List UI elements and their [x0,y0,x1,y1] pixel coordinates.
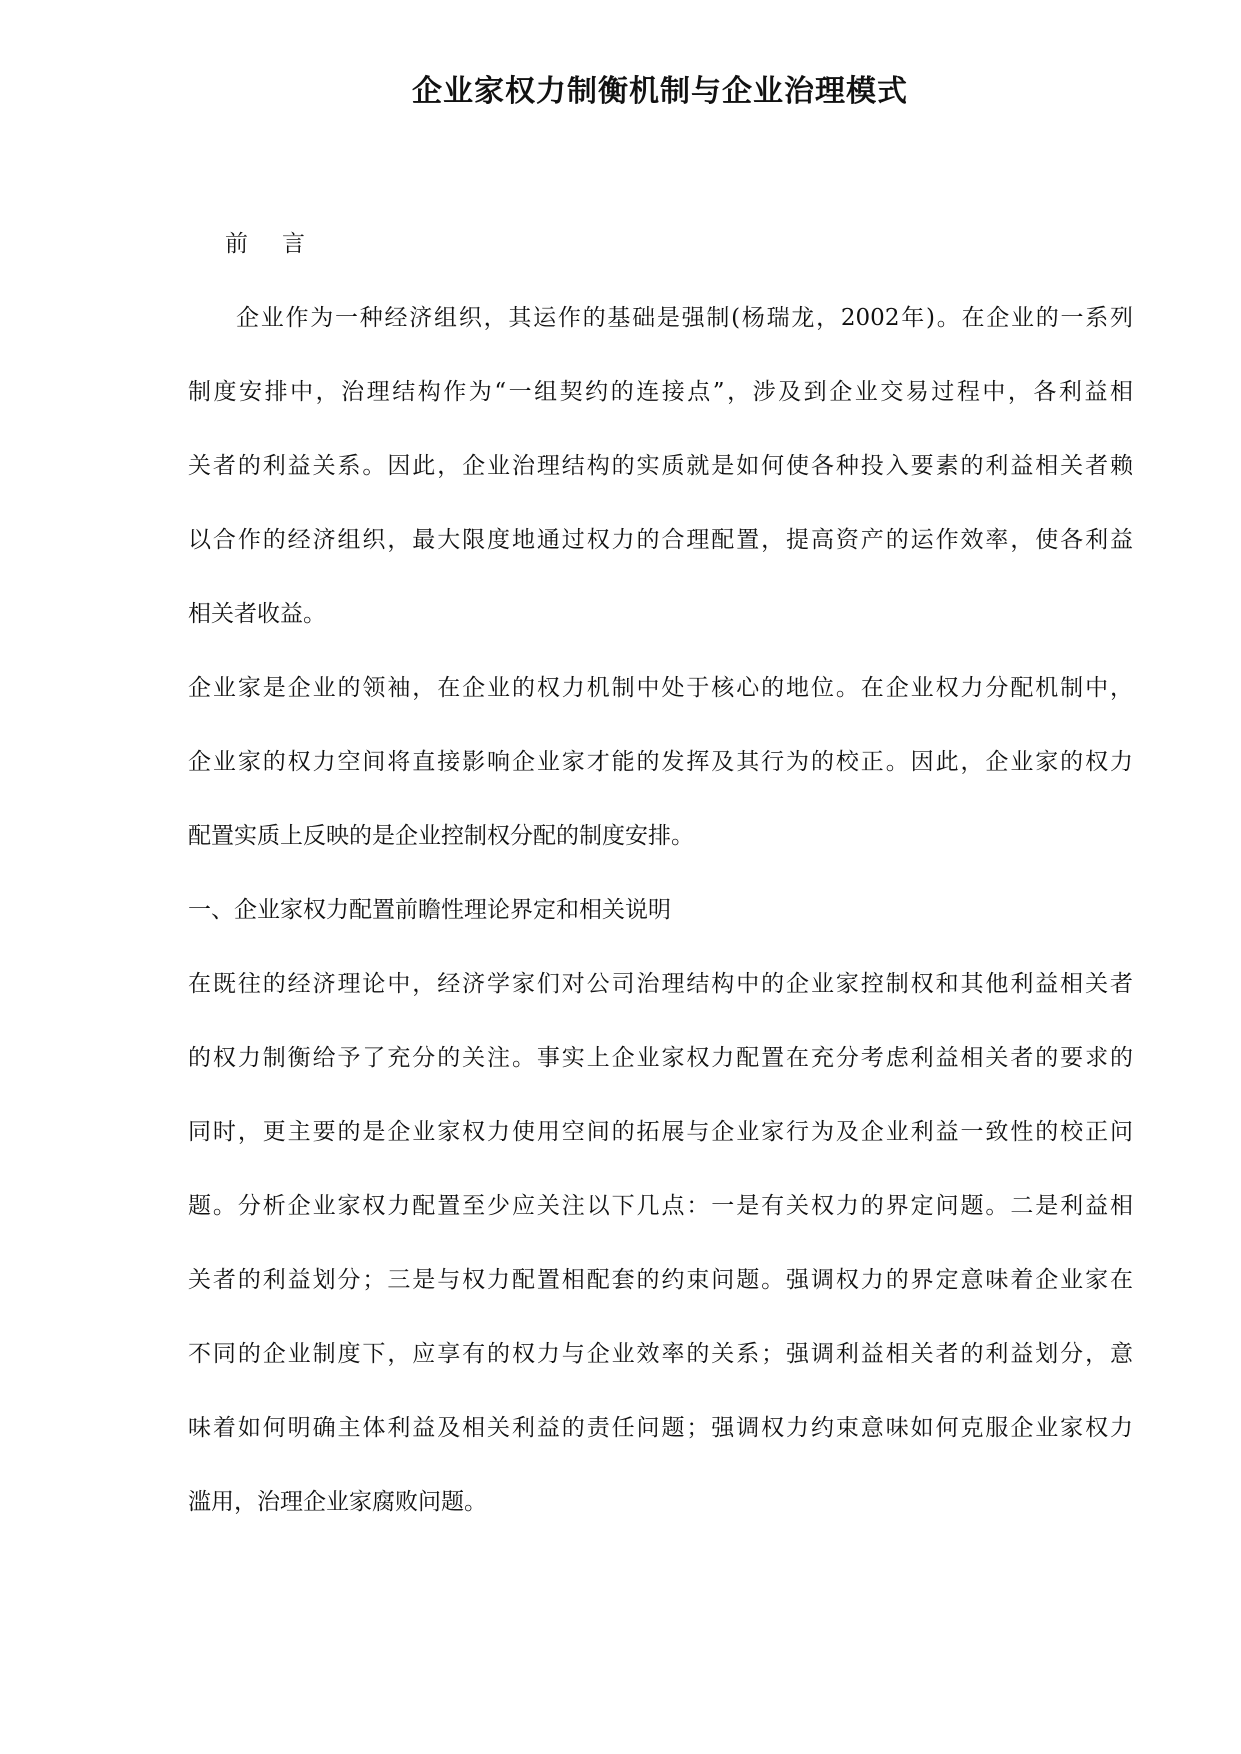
paragraph-3-line-8: 滥用，治理企业家腐败问题。 [188,1489,487,1515]
paragraph-1-line-4: 以合作的经济组织，最大限度地通过权力的合理配置，提高资产的运作效率，使各利益 [188,527,1133,553]
paragraph-1-line-3: 关者的利益关系。因此，企业治理结构的实质就是如何使各种投入要素的利益相关者赖 [188,453,1133,479]
paragraph-3-line-7: 味着如何明确主体利益及相关利益的责任问题；强调权力约束意味如何克服企业家权力 [188,1415,1133,1441]
paragraph-2-line-3: 配置实质上反映的是企业控制权分配的制度安排。 [188,823,694,849]
document-title: 企业家权力制衡机制与企业治理模式 [412,74,908,109]
paragraph-2-line-1: 企业家是企业的领袖，在企业的权力机制中处于核心的地位。在企业权力分配机制中， [188,675,1133,701]
paragraph-3-line-1: 在既往的经济理论中，经济学家们对公司治理结构中的企业家控制权和其他利益相关者 [188,971,1133,997]
paragraph-3-line-2: 的权力制衡给予了充分的关注。事实上企业家权力配置在充分考虑利益相关者的要求的 [188,1045,1133,1071]
preface-heading: 前 言 [225,231,305,257]
paragraph-1-line-2: 制度安排中，治理结构作为“一组契约的连接点”，涉及到企业交易过程中，各利益相 [188,379,1133,405]
paragraph-2-line-2: 企业家的权力空间将直接影响企业家才能的发挥及其行为的校正。因此，企业家的权力 [188,749,1133,775]
section-1-heading: 一、企业家权力配置前瞻性理论界定和相关说明 [188,897,671,923]
paragraph-1-line-5: 相关者收益。 [188,601,326,627]
paragraph-3-line-3: 同时，更主要的是企业家权力使用空间的拓展与企业家行为及企业利益一致性的校正问 [188,1119,1133,1145]
paragraph-3-line-5: 关者的利益划分；三是与权力配置相配套的约束问题。强调权力的界定意味着企业家在 [188,1267,1133,1293]
paragraph-3-line-6: 不同的企业制度下，应享有的权力与企业效率的关系；强调利益相关者的利益划分，意 [188,1341,1133,1367]
paragraph-3-line-4: 题。分析企业家权力配置至少应关注以下几点：一是有关权力的界定问题。二是利益相 [188,1193,1133,1219]
paragraph-1-line-1: 企业作为一种经济组织，其运作的基础是强制(杨瑞龙，2002年)。在企业的一系列 [236,305,1133,331]
